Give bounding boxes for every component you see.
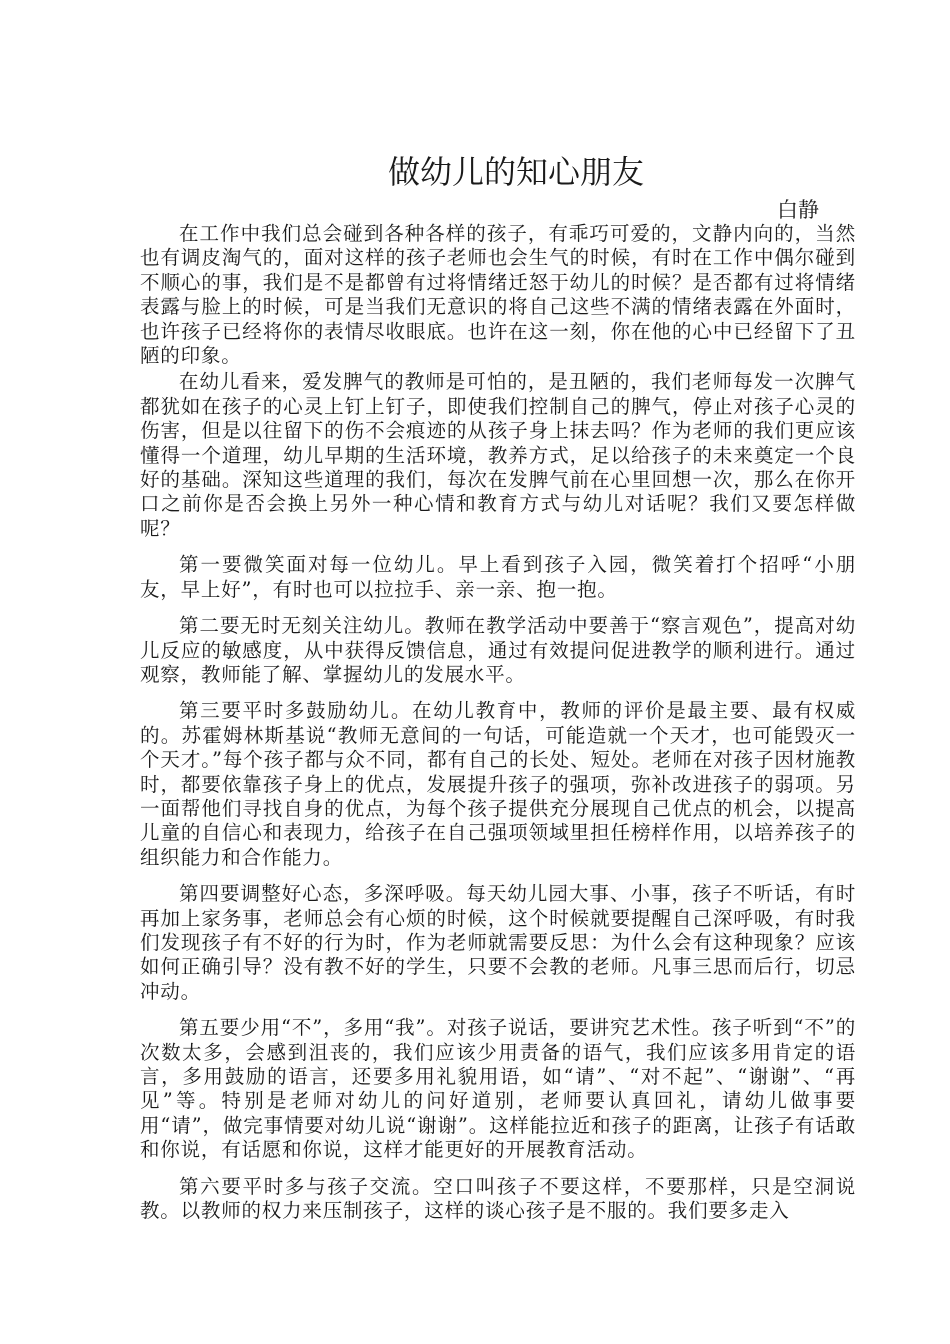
paragraph-point-1-smile: 第一要微笑面对每一位幼儿。早上看到孩子入园，微笑着打个招呼“小朋友，早上好”，有时也可以拉拉手、亲一亲、抱一抱。 [140,553,856,601]
paragraph-intro: 在工作中我们总会碰到各种各样的孩子，有乖巧可爱的，文静内向的，当然也有调皮淘气的，面对这样的孩子老师也会生气的时候，有时在工作中偶尔碰到不顺心的事，我们是不是都曾有过将情绪迁怒于幼儿的时候？是否都有过将情绪表露与脸上的时候，可是当我们无意识的将自己这些不满的情绪表露在外面时，也许孩子已经将你的表情尽收眼底。也许在这一刻，你在他的心中已经留下了丑陋的印象。 [140,222,856,368]
paragraph-teacher-temper: 在幼儿看来，爱发脾气的教师是可怕的，是丑陋的，我们老师每发一次脾气都犹如在孩子的心灵上钉上钉子，即使我们控制自己的脾气，停止对孩子心灵的伤害，但是以往留下的伤不会痕迹的从孩子身上抹去吗？作为老师的我们更应该懂得一个道理，幼儿早期的生活环境，教养方式，足以给孩子的未来奠定一个良好的基础。深知这些道理的我们，每次在发脾气前在心里回想一次，那么在你开口之前你是否会换上另外一种心情和教育方式与幼儿对话呢？我们又要怎样做呢？ [140,370,856,540]
paragraph-point-2-attention: 第二要无时无刻关注幼儿。教师在教学活动中要善于“察言观色”，提高对幼儿反应的敏感度，从中获得反馈信息，通过有效提问促进教学的顺利进行。通过观察，教师能了解、掌握幼儿的发展水平。 [140,614,856,686]
paragraph-point-6-communicate: 第六要平时多与孩子交流。空口叫孩子不要这样，不要那样，只是空洞说教。以教师的权力来压制孩子，这样的谈心孩子是不服的。我们要多走入 [140,1174,856,1223]
document-title: 做幼儿的知心朋友 [388,153,645,191]
document-author: 白静 [777,198,819,222]
paragraph-point-3-encourage: 第三要平时多鼓励幼儿。在幼儿教育中，教师的评价是最主要、最有权威的。苏霍姆林斯基说“教师无意间的一句话，可能造就一个天才，也可能毁灭一个天才。”每个孩子都与众不同，都有自己的长处、短处。老师在对孩子因材施教时，都要依靠孩子身上的优点，发展提升孩子的强项，弥补改进孩子的弱项。另一面帮他们寻找自身的优点，为每个孩子提供充分展现自己优点的机会，以提高儿童的自信心和表现力，给孩子在自己强项领域里担任榜样作用，以培养孩子的组织能力和合作能力。 [140,699,856,869]
paragraph-point-4-mindset: 第四要调整好心态，多深呼吸。每天幼儿园大事、小事，孩子不听话，有时再加上家务事，老师总会有心烦的时候，这个时候就要提醒自己深呼吸，有时我们发现孩子有不好的行为时，作为老师就需要反思：为什么会有这种现象？应该如何正确引导？没有教不好的学生，只要不会教的老师。凡事三思而后行，切忌冲动。 [140,882,856,1003]
paragraph-point-5-language: 第五要少用“不”，多用“我”。对孩子说话，要讲究艺术性。孩子听到“不”的次数太多，会感到沮丧的，我们应该少用责备的语气，我们应该多用肯定的语言，多用鼓励的语言，还要多用礼貌用语，如“请”、“对不起”、“谢谢”、“再见”等。特别是老师对幼儿的问好道别，老师要认真回礼，请幼儿做事要用“请”，做完事情要对幼儿说“谢谢”。这样能拉近和孩子的距离，让孩子有话敢和你说，有话愿和你说，这样才能更好的开展教育活动。 [140,1016,856,1162]
document-body [140,222,856,1223]
